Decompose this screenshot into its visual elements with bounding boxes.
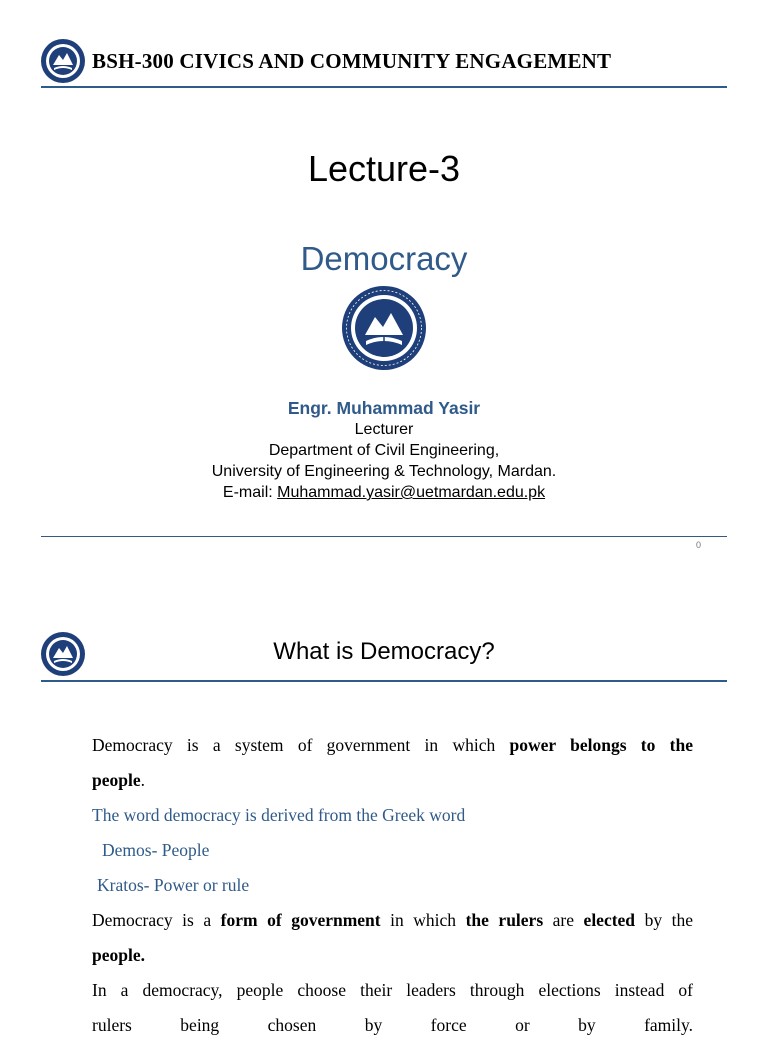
- etymology-demos: Demos- People: [102, 840, 210, 860]
- slide-title: What is Democracy?: [273, 638, 495, 665]
- text-run: Democracy is a system of government in which: [92, 735, 510, 755]
- text-run: in which: [380, 910, 466, 930]
- bold-run: power belongs to the: [509, 735, 693, 755]
- paragraph-elections-cont: rulers being chosen by force or by family.: [92, 1015, 693, 1035]
- paragraph-form: [92, 903, 693, 938]
- bold-run: elected: [583, 910, 636, 930]
- footer-divider: [41, 536, 727, 537]
- page-number: 0: [696, 540, 702, 550]
- topic-title: Democracy: [300, 240, 468, 277]
- university: University of Engineering & Technology, Mardan.: [211, 463, 557, 480]
- bold-run: the rulers: [465, 910, 544, 930]
- header-divider: [41, 86, 727, 88]
- author-block: [0, 398, 768, 503]
- author-name: Engr. Muhammad Yasir: [287, 398, 481, 418]
- lecture-title: Lecture-3: [307, 148, 461, 189]
- paragraph-etymology: The word democracy is derived from the Greek word: [92, 805, 466, 825]
- slide-body: [92, 728, 693, 1043]
- email-link[interactable]: Muhammad.yasir@uetmardan.edu.pk: [277, 484, 546, 501]
- text-run: by the: [635, 910, 693, 930]
- university-logo-icon: [341, 285, 427, 371]
- email-label: E-mail:: [222, 484, 278, 501]
- paragraph-definition-cont: [92, 763, 693, 798]
- header-divider: [41, 680, 727, 682]
- etymology-kratos: Kratos- Power or rule: [97, 875, 250, 895]
- bold-run: form of government: [220, 910, 381, 930]
- paragraph-elections: In a democracy, people choose their leaders through elections instead of: [92, 980, 693, 1000]
- course-title: BSH-300 CIVICS AND COMMUNITY ENGAGEMENT: [92, 49, 612, 73]
- content-slide: [0, 590, 768, 1035]
- bold-run: people: [92, 770, 141, 790]
- text-run: .: [140, 770, 145, 790]
- paragraph-definition: [92, 728, 693, 763]
- university-seal-icon: [40, 38, 86, 84]
- text-run: Democracy is a: [92, 910, 221, 930]
- paragraph-form-cont: [92, 938, 693, 973]
- email-line: [0, 482, 768, 503]
- text-run: are: [543, 910, 584, 930]
- department: Department of Civil Engineering,: [268, 442, 500, 459]
- bold-run: people.: [92, 945, 145, 965]
- author-role: Lecturer: [354, 421, 414, 438]
